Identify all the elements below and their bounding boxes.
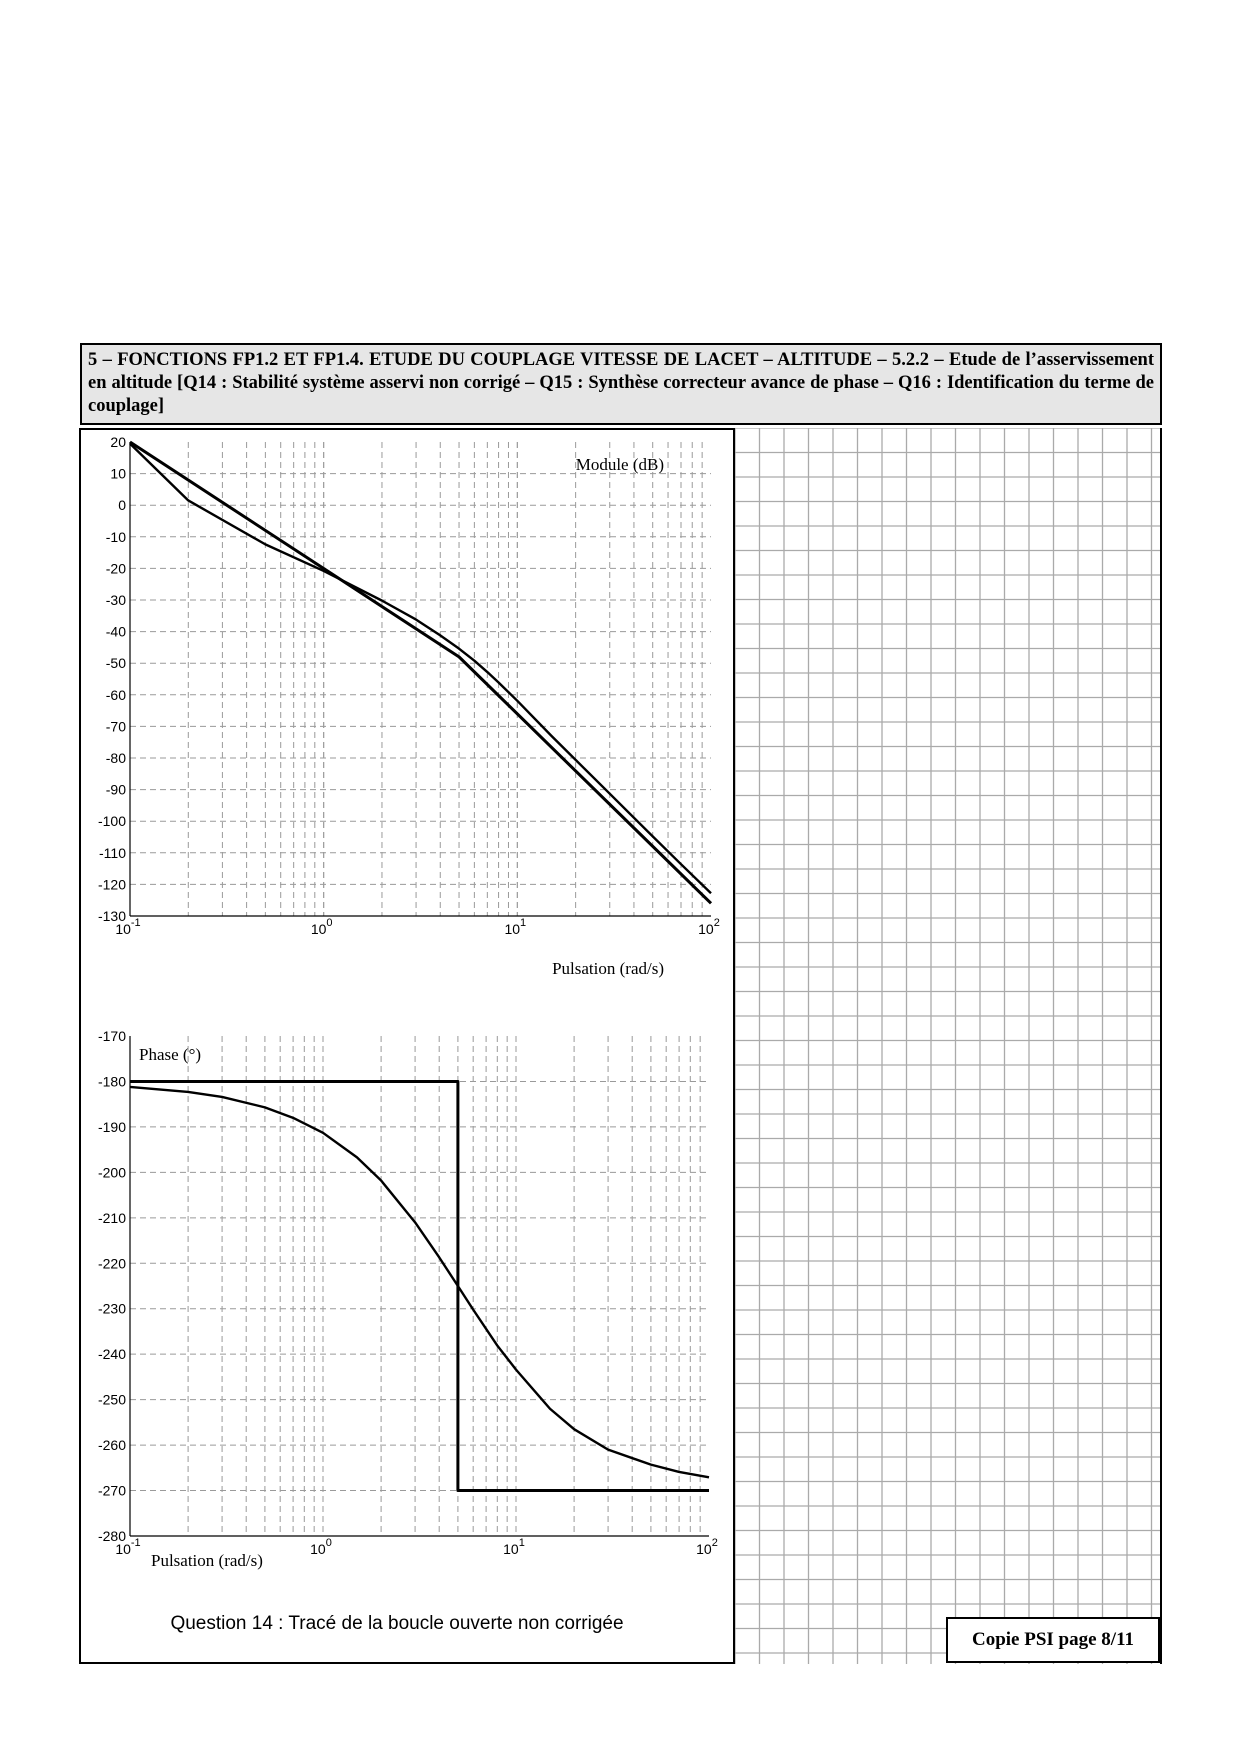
y-tick-label: -110 <box>99 844 126 861</box>
y-tick-label: 10 <box>110 465 126 482</box>
answer-sheet-svg <box>79 428 1163 1664</box>
x-axis-label: Pulsation (rad/s) <box>151 1551 263 1570</box>
section-header <box>80 343 1162 425</box>
y-tick-label: -20 <box>105 560 126 577</box>
y-tick-label: -120 <box>97 876 126 893</box>
y-tick-label: -60 <box>105 686 126 703</box>
y-tick-label: -10 <box>105 528 126 545</box>
y-tick-label: -270 <box>97 1482 126 1499</box>
squared-paper-grid <box>735 428 1161 1664</box>
y-tick-label: -80 <box>105 750 126 766</box>
x-tick-label: $10^1$ <box>503 1537 525 1557</box>
y-tick-label: -200 <box>97 1164 126 1181</box>
x-tick-label: $10^2$ <box>696 1537 718 1557</box>
y-tick-label: -170 <box>97 1028 126 1044</box>
x-tick-label: $10^1$ <box>504 917 527 937</box>
y-tick-label: -50 <box>105 655 126 672</box>
y-tick-label: -250 <box>97 1391 126 1408</box>
x-tick-label: $10^2$ <box>698 917 720 937</box>
answer-sheet-frame <box>79 428 1163 1664</box>
y-tick-label: -230 <box>97 1300 126 1317</box>
x-tick-label: $10^0$ <box>310 1537 332 1557</box>
y-tick-label: -40 <box>105 623 126 640</box>
y-tick-label: -240 <box>97 1346 126 1363</box>
y-tick-label: -260 <box>97 1437 126 1454</box>
y-tick-label: -70 <box>105 718 126 735</box>
page-label: Copie PSI page 8/11 <box>971 1629 1135 1650</box>
y-tick-label: 0 <box>118 497 126 514</box>
y-axis-label: Phase (°) <box>139 1045 202 1064</box>
y-tick-label: -210 <box>97 1209 126 1226</box>
y-tick-label: -190 <box>97 1118 126 1135</box>
y-tick-label: 20 <box>110 434 126 450</box>
x-axis-label: Pulsation (rad/s) <box>552 959 664 978</box>
y-tick-label: -280 <box>97 1528 126 1544</box>
figure-caption: Question 14 : Tracé de la boucle ouverte non corrigée <box>170 1613 624 1634</box>
page-label-box <box>946 1617 1160 1663</box>
y-tick-label: -30 <box>105 592 126 608</box>
x-tick-label: $10^{-1}$ <box>115 917 141 937</box>
y-tick-label: -90 <box>105 781 126 798</box>
section-header-text: 5 – FONCTIONS FP1.2 ET FP1.4. ETUDE DU COUPLAGE VITESSE DE LACET – ALTITUDE – 5.2.2 – Etude de l’asservissement en altitude [Q14 : Stabilité système asservi non corrigé – Q15 : Synthèse correcteur avance de phase – Q16 : Identification du terme de couplage] <box>88 350 1154 416</box>
y-tick-label: -100 <box>97 813 126 830</box>
x-tick-label: $10^{-1}$ <box>115 1537 141 1557</box>
y-tick-label: -130 <box>97 908 126 924</box>
y-axis-label: Module (dB) <box>575 455 664 474</box>
x-tick-label: $10^0$ <box>310 917 333 937</box>
y-tick-label: -180 <box>97 1073 126 1090</box>
y-tick-label: -220 <box>97 1255 126 1272</box>
